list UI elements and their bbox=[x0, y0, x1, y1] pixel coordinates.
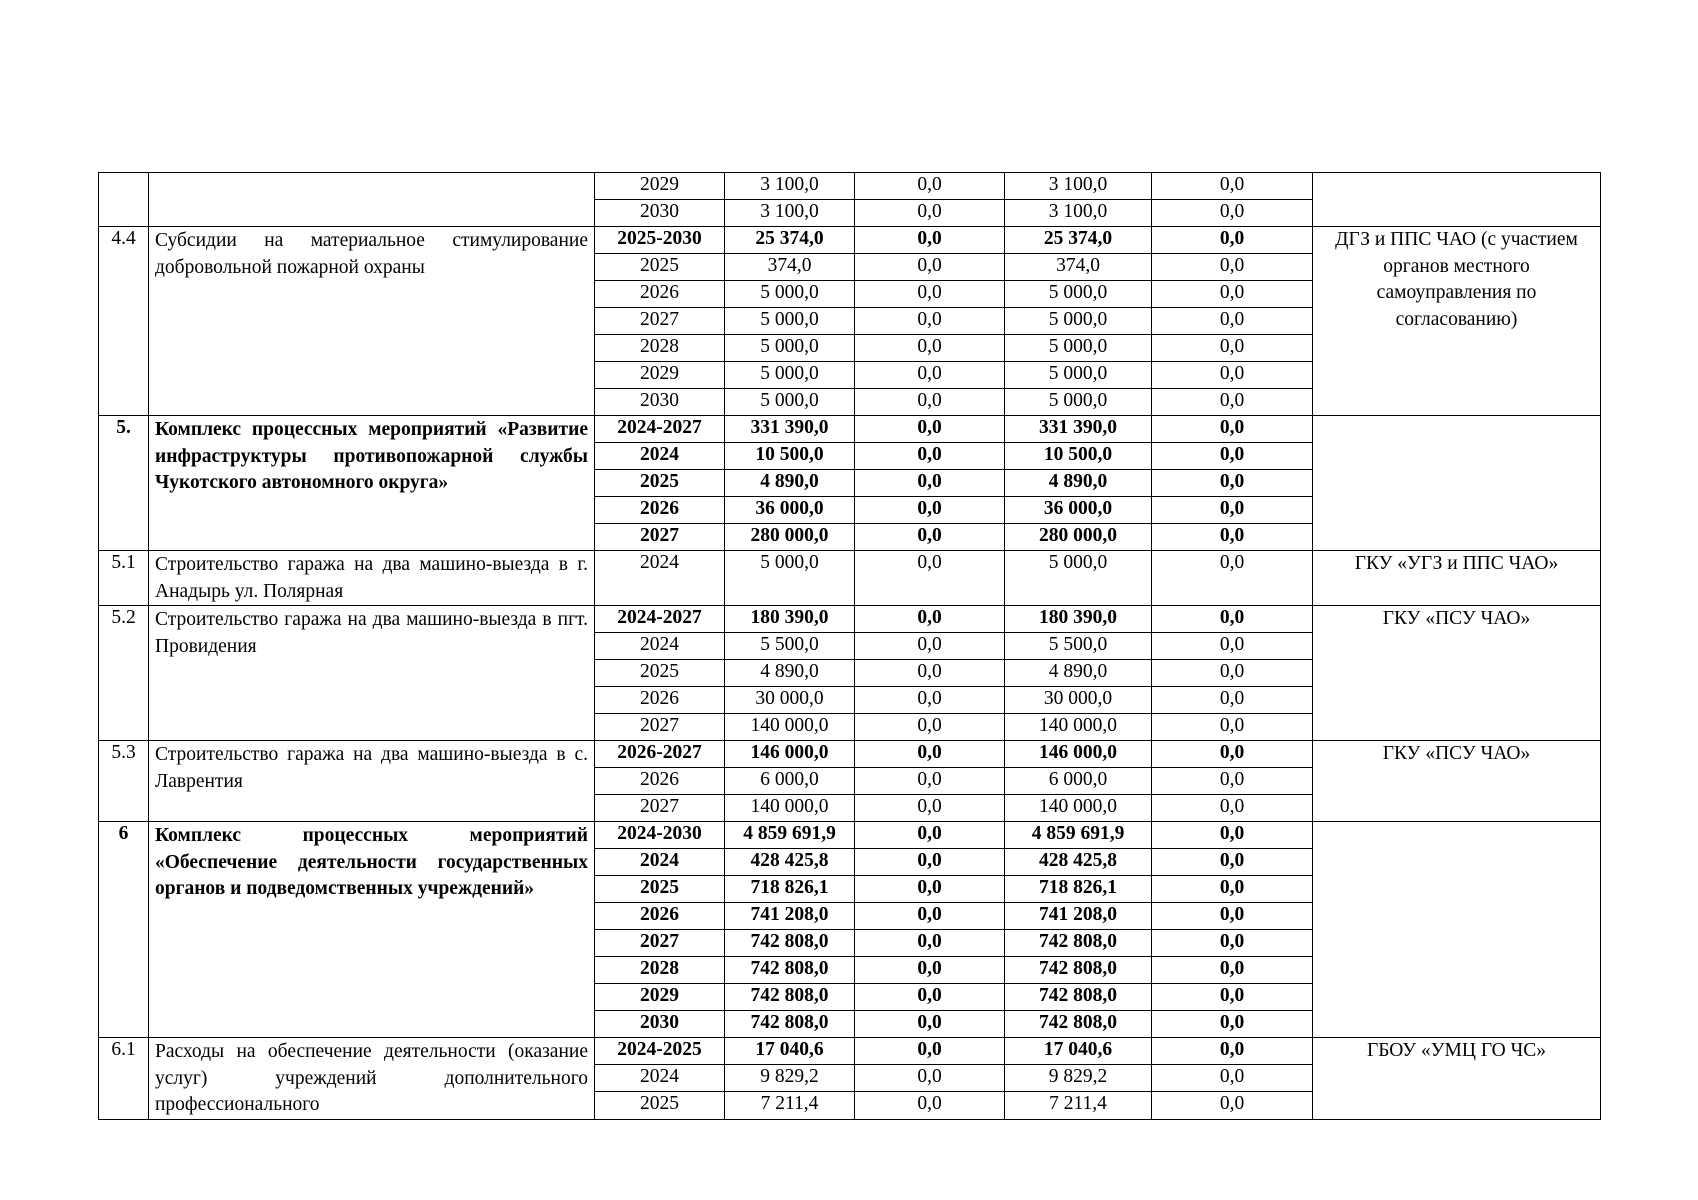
total-cell: 331 390,0 bbox=[725, 416, 855, 443]
item-number: 5.2 bbox=[99, 606, 149, 741]
total-cell: 30 000,0 bbox=[725, 687, 855, 714]
other-cell: 0,0 bbox=[1152, 957, 1313, 984]
total-cell: 5 000,0 bbox=[725, 389, 855, 416]
federal-cell: 0,0 bbox=[855, 768, 1005, 795]
total-cell: 180 390,0 bbox=[725, 606, 855, 633]
other-cell: 0,0 bbox=[1152, 308, 1313, 335]
responsible-executor bbox=[1313, 173, 1601, 227]
year-cell: 2027 bbox=[595, 930, 725, 957]
total-cell: 10 500,0 bbox=[725, 443, 855, 470]
other-cell: 0,0 bbox=[1152, 200, 1313, 227]
item-title bbox=[149, 173, 595, 227]
regional-cell: 5 000,0 bbox=[1005, 308, 1152, 335]
responsible-executor: ГКУ «ПСУ ЧАО» bbox=[1313, 741, 1601, 822]
year-cell: 2027 bbox=[595, 714, 725, 741]
federal-cell: 0,0 bbox=[855, 281, 1005, 308]
year-cell: 2024 bbox=[595, 443, 725, 470]
year-cell: 2028 bbox=[595, 957, 725, 984]
year-cell: 2024 bbox=[595, 1065, 725, 1092]
item-title: Расходы на обеспечение деятельности (оказание услуг) учреждений дополнительного профессионального bbox=[149, 1038, 595, 1120]
responsible-executor bbox=[1313, 822, 1601, 1038]
total-cell: 741 208,0 bbox=[725, 903, 855, 930]
table-row bbox=[99, 606, 1601, 633]
total-cell: 5 000,0 bbox=[725, 335, 855, 362]
regional-cell: 180 390,0 bbox=[1005, 606, 1152, 633]
regional-cell: 741 208,0 bbox=[1005, 903, 1152, 930]
total-cell: 36 000,0 bbox=[725, 497, 855, 524]
item-number: 5. bbox=[99, 416, 149, 551]
federal-cell: 0,0 bbox=[855, 335, 1005, 362]
regional-cell: 5 000,0 bbox=[1005, 389, 1152, 416]
other-cell: 0,0 bbox=[1152, 443, 1313, 470]
federal-cell: 0,0 bbox=[855, 606, 1005, 633]
other-cell: 0,0 bbox=[1152, 254, 1313, 281]
federal-cell: 0,0 bbox=[855, 200, 1005, 227]
federal-cell: 0,0 bbox=[855, 1011, 1005, 1038]
year-cell: 2025 bbox=[595, 660, 725, 687]
item-title: Строительство гаража на два машино-выезда в г. Анадырь ул. Полярная bbox=[149, 551, 595, 606]
total-cell: 280 000,0 bbox=[725, 524, 855, 551]
responsible-executor: ГКУ «ПСУ ЧАО» bbox=[1313, 606, 1601, 741]
other-cell: 0,0 bbox=[1152, 606, 1313, 633]
other-cell: 0,0 bbox=[1152, 1065, 1313, 1092]
other-cell: 0,0 bbox=[1152, 768, 1313, 795]
other-cell: 0,0 bbox=[1152, 1092, 1313, 1119]
responsible-executor: ГКУ «УГЗ и ППС ЧАО» bbox=[1313, 551, 1601, 606]
total-cell: 742 808,0 bbox=[725, 957, 855, 984]
table-body bbox=[99, 173, 1601, 1120]
other-cell: 0,0 bbox=[1152, 389, 1313, 416]
regional-cell: 4 859 691,9 bbox=[1005, 822, 1152, 849]
other-cell: 0,0 bbox=[1152, 849, 1313, 876]
year-cell: 2027 bbox=[595, 308, 725, 335]
other-cell: 0,0 bbox=[1152, 984, 1313, 1011]
regional-cell: 10 500,0 bbox=[1005, 443, 1152, 470]
table-row bbox=[99, 173, 1601, 200]
total-cell: 742 808,0 bbox=[725, 1011, 855, 1038]
regional-cell: 280 000,0 bbox=[1005, 524, 1152, 551]
year-cell: 2024-2030 bbox=[595, 822, 725, 849]
regional-cell: 718 826,1 bbox=[1005, 876, 1152, 903]
item-title: Субсидии на материальное стимулирование добровольной пожарной охраны bbox=[149, 227, 595, 416]
total-cell: 718 826,1 bbox=[725, 876, 855, 903]
financing-table bbox=[98, 172, 1601, 1120]
year-cell: 2027 bbox=[595, 524, 725, 551]
federal-cell: 0,0 bbox=[855, 876, 1005, 903]
regional-cell: 4 890,0 bbox=[1005, 470, 1152, 497]
year-cell: 2029 bbox=[595, 173, 725, 200]
total-cell: 7 211,4 bbox=[725, 1092, 855, 1119]
regional-cell: 30 000,0 bbox=[1005, 687, 1152, 714]
item-title: Строительство гаража на два машино-выезда в пгт. Провидения bbox=[149, 606, 595, 741]
regional-cell: 331 390,0 bbox=[1005, 416, 1152, 443]
total-cell: 25 374,0 bbox=[725, 227, 855, 254]
total-cell: 5 000,0 bbox=[725, 281, 855, 308]
regional-cell: 742 808,0 bbox=[1005, 1011, 1152, 1038]
regional-cell: 5 000,0 bbox=[1005, 335, 1152, 362]
item-number bbox=[99, 173, 149, 227]
regional-cell: 25 374,0 bbox=[1005, 227, 1152, 254]
regional-cell: 9 829,2 bbox=[1005, 1065, 1152, 1092]
year-cell: 2026 bbox=[595, 903, 725, 930]
other-cell: 0,0 bbox=[1152, 497, 1313, 524]
item-title: Строительство гаража на два машино-выезда в с. Лаврентия bbox=[149, 741, 595, 822]
responsible-executor: ДГЗ и ППС ЧАО (с участием органов местного самоуправления по согласованию) bbox=[1313, 227, 1601, 416]
regional-cell: 36 000,0 bbox=[1005, 497, 1152, 524]
item-number: 5.1 bbox=[99, 551, 149, 606]
year-cell: 2025 bbox=[595, 876, 725, 903]
other-cell: 0,0 bbox=[1152, 1038, 1313, 1065]
other-cell: 0,0 bbox=[1152, 551, 1313, 606]
year-cell: 2025-2030 bbox=[595, 227, 725, 254]
year-cell: 2030 bbox=[595, 1011, 725, 1038]
year-cell: 2024 bbox=[595, 849, 725, 876]
federal-cell: 0,0 bbox=[855, 660, 1005, 687]
federal-cell: 0,0 bbox=[855, 984, 1005, 1011]
regional-cell: 5 000,0 bbox=[1005, 362, 1152, 389]
federal-cell: 0,0 bbox=[855, 714, 1005, 741]
other-cell: 0,0 bbox=[1152, 660, 1313, 687]
regional-cell: 374,0 bbox=[1005, 254, 1152, 281]
total-cell: 6 000,0 bbox=[725, 768, 855, 795]
year-cell: 2026 bbox=[595, 497, 725, 524]
federal-cell: 0,0 bbox=[855, 389, 1005, 416]
regional-cell: 3 100,0 bbox=[1005, 200, 1152, 227]
year-cell: 2029 bbox=[595, 362, 725, 389]
other-cell: 0,0 bbox=[1152, 335, 1313, 362]
regional-cell: 146 000,0 bbox=[1005, 741, 1152, 768]
total-cell: 5 000,0 bbox=[725, 308, 855, 335]
federal-cell: 0,0 bbox=[855, 930, 1005, 957]
federal-cell: 0,0 bbox=[855, 633, 1005, 660]
total-cell: 3 100,0 bbox=[725, 200, 855, 227]
other-cell: 0,0 bbox=[1152, 524, 1313, 551]
year-cell: 2026 bbox=[595, 687, 725, 714]
federal-cell: 0,0 bbox=[855, 470, 1005, 497]
regional-cell: 17 040,6 bbox=[1005, 1038, 1152, 1065]
table-row bbox=[99, 227, 1601, 254]
table-row bbox=[99, 416, 1601, 443]
federal-cell: 0,0 bbox=[855, 254, 1005, 281]
other-cell: 0,0 bbox=[1152, 795, 1313, 822]
federal-cell: 0,0 bbox=[855, 822, 1005, 849]
other-cell: 0,0 bbox=[1152, 876, 1313, 903]
year-cell: 2030 bbox=[595, 389, 725, 416]
regional-cell: 5 500,0 bbox=[1005, 633, 1152, 660]
federal-cell: 0,0 bbox=[855, 741, 1005, 768]
total-cell: 17 040,6 bbox=[725, 1038, 855, 1065]
year-cell: 2026 bbox=[595, 768, 725, 795]
regional-cell: 742 808,0 bbox=[1005, 984, 1152, 1011]
total-cell: 3 100,0 bbox=[725, 173, 855, 200]
table-row bbox=[99, 1038, 1601, 1065]
regional-cell: 140 000,0 bbox=[1005, 714, 1152, 741]
federal-cell: 0,0 bbox=[855, 1065, 1005, 1092]
regional-cell: 7 211,4 bbox=[1005, 1092, 1152, 1119]
year-cell: 2024-2025 bbox=[595, 1038, 725, 1065]
federal-cell: 0,0 bbox=[855, 1038, 1005, 1065]
total-cell: 742 808,0 bbox=[725, 930, 855, 957]
other-cell: 0,0 bbox=[1152, 633, 1313, 660]
total-cell: 374,0 bbox=[725, 254, 855, 281]
year-cell: 2030 bbox=[595, 200, 725, 227]
year-cell: 2026 bbox=[595, 281, 725, 308]
federal-cell: 0,0 bbox=[855, 903, 1005, 930]
total-cell: 742 808,0 bbox=[725, 984, 855, 1011]
year-cell: 2028 bbox=[595, 335, 725, 362]
federal-cell: 0,0 bbox=[855, 416, 1005, 443]
total-cell: 9 829,2 bbox=[725, 1065, 855, 1092]
federal-cell: 0,0 bbox=[855, 687, 1005, 714]
total-cell: 5 500,0 bbox=[725, 633, 855, 660]
year-cell: 2025 bbox=[595, 1092, 725, 1119]
federal-cell: 0,0 bbox=[855, 1092, 1005, 1119]
item-number: 5.3 bbox=[99, 741, 149, 822]
regional-cell: 742 808,0 bbox=[1005, 957, 1152, 984]
federal-cell: 0,0 bbox=[855, 551, 1005, 606]
item-number: 6.1 bbox=[99, 1038, 149, 1120]
other-cell: 0,0 bbox=[1152, 741, 1313, 768]
other-cell: 0,0 bbox=[1152, 362, 1313, 389]
federal-cell: 0,0 bbox=[855, 849, 1005, 876]
year-cell: 2024 bbox=[595, 551, 725, 606]
other-cell: 0,0 bbox=[1152, 470, 1313, 497]
total-cell: 428 425,8 bbox=[725, 849, 855, 876]
other-cell: 0,0 bbox=[1152, 714, 1313, 741]
federal-cell: 0,0 bbox=[855, 524, 1005, 551]
federal-cell: 0,0 bbox=[855, 443, 1005, 470]
regional-cell: 4 890,0 bbox=[1005, 660, 1152, 687]
federal-cell: 0,0 bbox=[855, 173, 1005, 200]
total-cell: 140 000,0 bbox=[725, 795, 855, 822]
total-cell: 4 859 691,9 bbox=[725, 822, 855, 849]
table-row bbox=[99, 551, 1601, 606]
year-cell: 2026-2027 bbox=[595, 741, 725, 768]
other-cell: 0,0 bbox=[1152, 930, 1313, 957]
other-cell: 0,0 bbox=[1152, 903, 1313, 930]
regional-cell: 5 000,0 bbox=[1005, 281, 1152, 308]
year-cell: 2024 bbox=[595, 633, 725, 660]
item-number: 4.4 bbox=[99, 227, 149, 416]
total-cell: 5 000,0 bbox=[725, 551, 855, 606]
year-cell: 2024-2027 bbox=[595, 416, 725, 443]
item-title: Комплекс процессных мероприятий «Развитие инфраструктуры противопожарной службы Чукотского автономного округа» bbox=[149, 416, 595, 551]
table-row bbox=[99, 822, 1601, 849]
item-title: Комплекс процессных мероприятий «Обеспечение деятельности государственных органов и подведомственных учреждений» bbox=[149, 822, 595, 1038]
responsible-executor bbox=[1313, 416, 1601, 551]
year-cell: 2025 bbox=[595, 254, 725, 281]
item-number: 6 bbox=[99, 822, 149, 1038]
total-cell: 146 000,0 bbox=[725, 741, 855, 768]
other-cell: 0,0 bbox=[1152, 416, 1313, 443]
other-cell: 0,0 bbox=[1152, 1011, 1313, 1038]
year-cell: 2024-2027 bbox=[595, 606, 725, 633]
year-cell: 2025 bbox=[595, 470, 725, 497]
total-cell: 5 000,0 bbox=[725, 362, 855, 389]
regional-cell: 3 100,0 bbox=[1005, 173, 1152, 200]
federal-cell: 0,0 bbox=[855, 795, 1005, 822]
regional-cell: 428 425,8 bbox=[1005, 849, 1152, 876]
total-cell: 4 890,0 bbox=[725, 660, 855, 687]
other-cell: 0,0 bbox=[1152, 687, 1313, 714]
total-cell: 4 890,0 bbox=[725, 470, 855, 497]
other-cell: 0,0 bbox=[1152, 173, 1313, 200]
table-row bbox=[99, 741, 1601, 768]
responsible-executor: ГБОУ «УМЦ ГО ЧС» bbox=[1313, 1038, 1601, 1120]
federal-cell: 0,0 bbox=[855, 362, 1005, 389]
other-cell: 0,0 bbox=[1152, 822, 1313, 849]
regional-cell: 5 000,0 bbox=[1005, 551, 1152, 606]
other-cell: 0,0 bbox=[1152, 281, 1313, 308]
federal-cell: 0,0 bbox=[855, 227, 1005, 254]
year-cell: 2027 bbox=[595, 795, 725, 822]
federal-cell: 0,0 bbox=[855, 957, 1005, 984]
total-cell: 140 000,0 bbox=[725, 714, 855, 741]
other-cell: 0,0 bbox=[1152, 227, 1313, 254]
regional-cell: 140 000,0 bbox=[1005, 795, 1152, 822]
regional-cell: 742 808,0 bbox=[1005, 930, 1152, 957]
federal-cell: 0,0 bbox=[855, 497, 1005, 524]
regional-cell: 6 000,0 bbox=[1005, 768, 1152, 795]
year-cell: 2029 bbox=[595, 984, 725, 1011]
federal-cell: 0,0 bbox=[855, 308, 1005, 335]
